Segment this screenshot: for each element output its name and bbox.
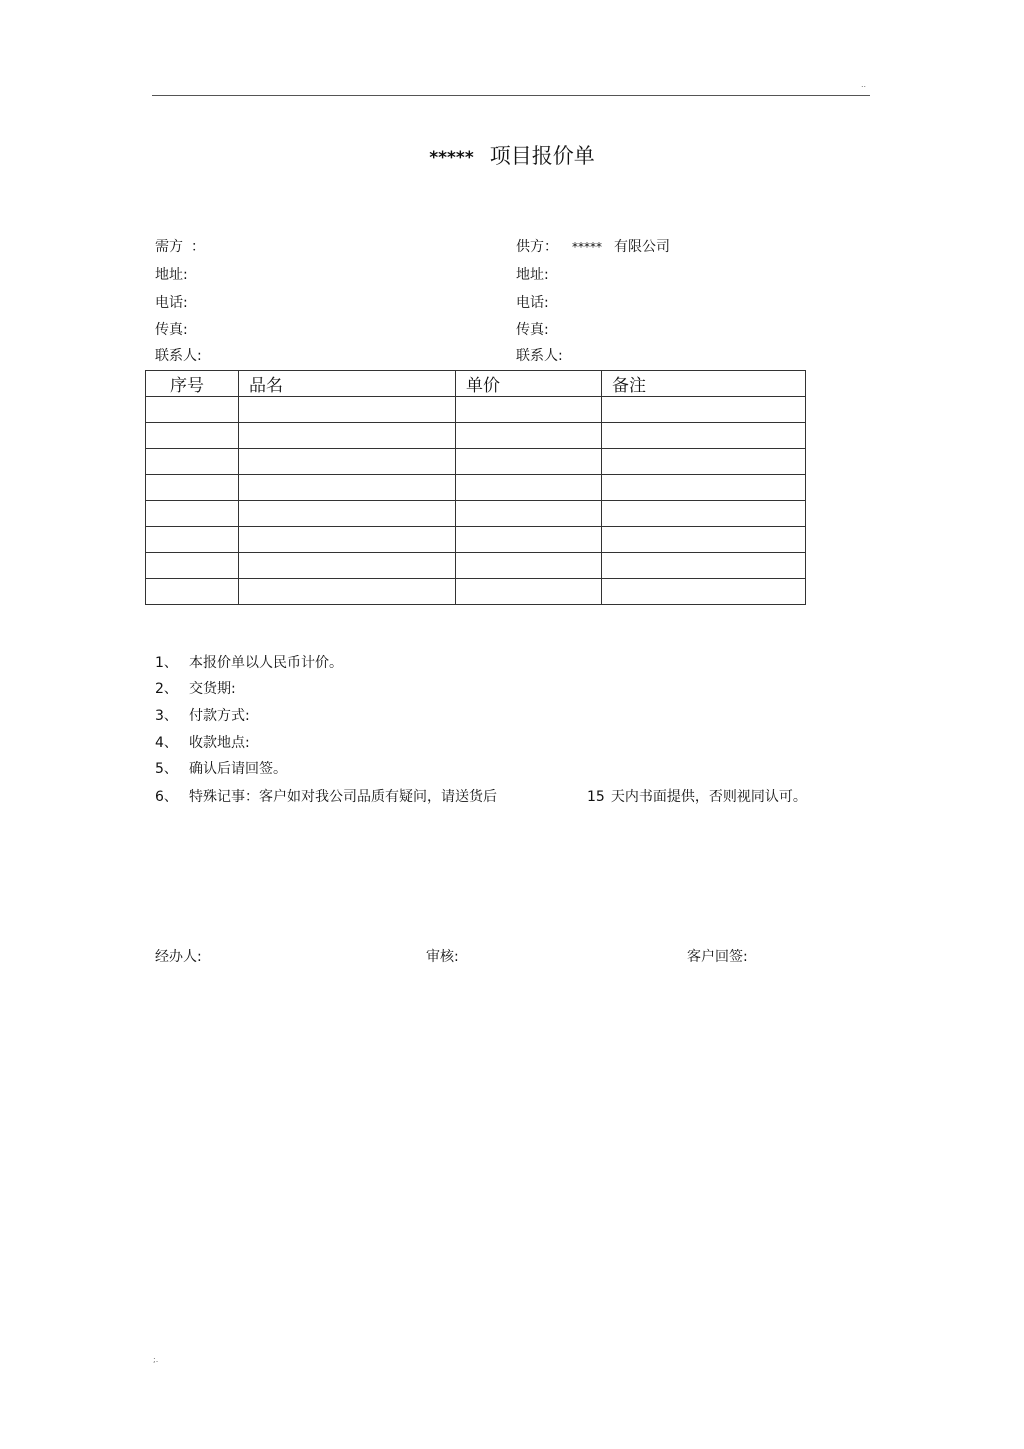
table-cell: [602, 397, 806, 423]
note-5: [155, 758, 287, 778]
supplier-company-name: 有限公司: [614, 239, 670, 255]
col-header-remarks: 备注: [602, 371, 806, 397]
table-cell: [456, 527, 602, 553]
col-header-product: 品名: [239, 371, 456, 397]
table-body: [146, 397, 806, 605]
reviewer-signature-label: 审核:: [426, 949, 459, 965]
table-row: [146, 449, 806, 475]
table-cell: [239, 423, 456, 449]
table-cell: [239, 579, 456, 605]
table-cell: [456, 501, 602, 527]
corner-mark-bottom: ;.: [153, 1355, 159, 1364]
table-cell: [146, 553, 239, 579]
table-cell: [456, 449, 602, 475]
table-cell: [146, 527, 239, 553]
table-cell: [456, 553, 602, 579]
note-6: [155, 786, 497, 806]
supplier-fax-label: 传真:: [516, 322, 549, 338]
table-cell: [602, 553, 806, 579]
table-cell: [456, 475, 602, 501]
note-5-num: 5、: [155, 761, 178, 777]
page-title: [0, 140, 1024, 170]
header-rule: [152, 95, 870, 96]
note-2: [155, 678, 236, 698]
note-4-text: 收款地点:: [189, 735, 250, 751]
buyer-phone-label: 电话:: [155, 295, 188, 311]
note-6-text: 特殊记事：客户如对我公司品质有疑问，请送货后: [189, 789, 497, 805]
table-cell: [239, 527, 456, 553]
table-cell: [146, 475, 239, 501]
quote-items-table: [145, 370, 806, 605]
buyer-name-colon: ：: [191, 239, 205, 255]
table-row: [146, 501, 806, 527]
table-cell: [146, 397, 239, 423]
table-cell: [602, 501, 806, 527]
handler-signature-label: 经办人:: [155, 949, 202, 965]
note-6-text-after: 天内书面提供，否则视同认可。: [610, 789, 807, 805]
table-cell: [602, 527, 806, 553]
table-row: [146, 527, 806, 553]
note-3: [155, 705, 250, 725]
note-5-text: 确认后请回签。: [189, 761, 287, 777]
buyer-contact-label: 联系人:: [155, 348, 202, 364]
table-cell: [602, 423, 806, 449]
table-cell: [239, 501, 456, 527]
buyer-fax-label: 传真:: [155, 322, 188, 338]
buyer-name-label: 需方: [155, 239, 183, 255]
table-cell: [146, 423, 239, 449]
table-cell: [239, 397, 456, 423]
table-cell: [602, 579, 806, 605]
note-1-text: 本报价单以人民币计价。: [189, 655, 343, 671]
note-6-days: 15: [587, 789, 605, 805]
note-2-num: 2、: [155, 681, 178, 697]
table-cell: [146, 501, 239, 527]
note-1-num: 1、: [155, 655, 178, 671]
table-row: [146, 397, 806, 423]
table-cell: [146, 449, 239, 475]
col-header-serial: 序号: [146, 371, 239, 397]
table-cell: [456, 397, 602, 423]
table-cell: [239, 475, 456, 501]
table-row: [146, 475, 806, 501]
supplier-name-row: [516, 236, 670, 256]
note-1: [155, 652, 343, 672]
table-row: [146, 553, 806, 579]
table-header-row: [146, 371, 806, 397]
table-cell: [456, 579, 602, 605]
supplier-name-label: 供方：: [516, 239, 558, 255]
table-row: [146, 423, 806, 449]
corner-mark-top: ..: [861, 80, 867, 89]
table-cell: [602, 449, 806, 475]
note-6-continuation: [587, 786, 807, 806]
supplier-contact-label: 联系人:: [516, 348, 563, 364]
supplier-company-stars: *****: [572, 240, 602, 254]
note-6-num: 6、: [155, 789, 178, 805]
note-4-num: 4、: [155, 735, 178, 751]
table-row: [146, 579, 806, 605]
customer-signature-label: 客户回签:: [687, 949, 748, 965]
table-cell: [602, 475, 806, 501]
note-4: [155, 732, 250, 752]
table-cell: [146, 579, 239, 605]
table-cell: [456, 423, 602, 449]
col-header-unit-price: 单价: [456, 371, 602, 397]
note-3-text: 付款方式:: [189, 708, 250, 724]
buyer-address-label: 地址:: [155, 267, 188, 283]
note-3-num: 3、: [155, 708, 178, 724]
title-text: 项目报价单: [489, 144, 595, 168]
supplier-address-label: 地址:: [516, 267, 549, 283]
supplier-phone-label: 电话:: [516, 295, 549, 311]
buyer-name-row: [155, 236, 205, 256]
note-2-text: 交货期:: [189, 681, 236, 697]
table-cell: [239, 553, 456, 579]
title-stars: *****: [429, 148, 474, 168]
table-cell: [239, 449, 456, 475]
